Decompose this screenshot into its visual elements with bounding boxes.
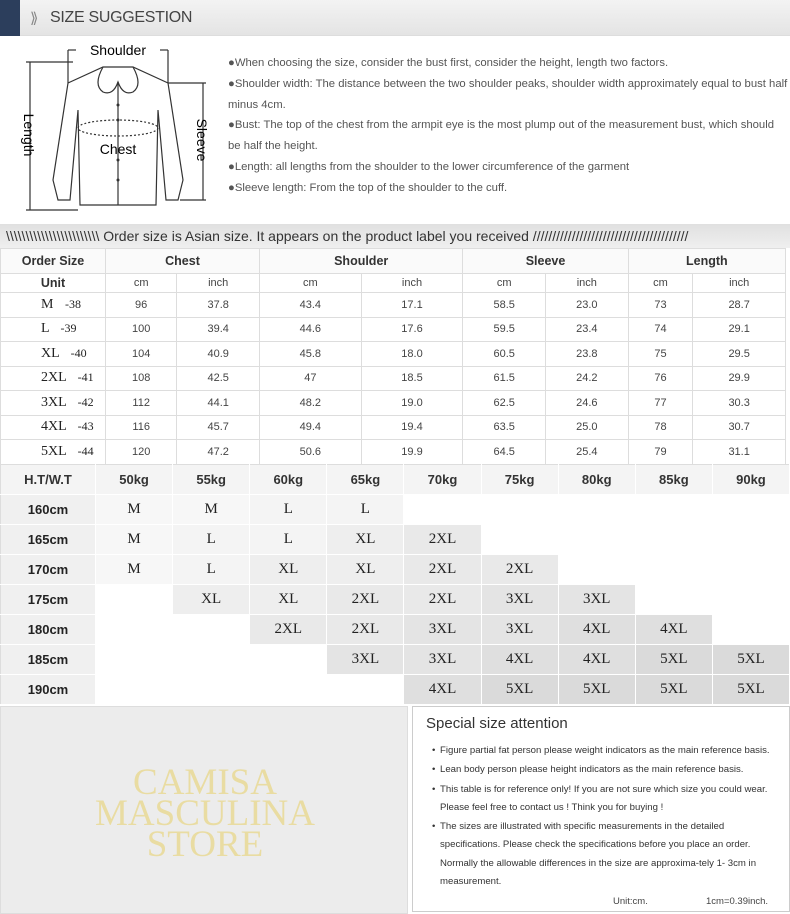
value-cell: 73 <box>628 293 693 318</box>
size-cell: 2XL <box>481 555 558 585</box>
size-cell: L <box>327 495 404 525</box>
size-cell: L <box>250 525 327 555</box>
value-cell: 60.5 <box>463 342 546 367</box>
size-cell: XL <box>327 555 404 585</box>
col-header: Length <box>628 249 785 274</box>
corner-header: H.T/W.T <box>1 465 96 495</box>
size-cell <box>96 615 173 645</box>
size-cell: M <box>173 495 250 525</box>
value-cell: 29.1 <box>693 317 786 342</box>
size-cell <box>1 440 106 465</box>
unit-cm: cm <box>628 274 693 293</box>
special-size-attention <box>412 706 790 912</box>
size-cell <box>635 495 712 525</box>
table-row <box>1 366 786 391</box>
value-cell: 42.5 <box>177 366 260 391</box>
height-header: 160cm <box>1 495 96 525</box>
size-cell <box>712 615 789 645</box>
size-cell <box>712 585 789 615</box>
value-cell: 116 <box>106 415 177 440</box>
value-cell: 44.6 <box>260 317 362 342</box>
value-cell: 112 <box>106 391 177 416</box>
unit-cm: cm <box>106 274 177 293</box>
value-cell: 28.7 <box>693 293 786 318</box>
size-cell <box>250 645 327 675</box>
sleeve-label: Sleeve <box>194 118 210 162</box>
size-cell: 4XL <box>635 615 712 645</box>
value-cell: 31.1 <box>693 440 786 465</box>
value-cell: 104 <box>106 342 177 367</box>
height-header: 165cm <box>1 525 96 555</box>
value-cell: 63.5 <box>463 415 546 440</box>
size-name: L <box>41 321 50 337</box>
size-cell: 5XL <box>712 675 789 705</box>
attention-item: • Lean body person please height indicators as the main reference basis. <box>440 761 780 779</box>
size-cell <box>173 675 250 705</box>
conversion-note: 1cm=0.39inch. <box>706 896 769 907</box>
attention-item: • Figure partial fat person please weight indicators as the main reference basis. <box>440 742 780 760</box>
size-cell: 2XL <box>404 525 481 555</box>
size-cell: 2XL <box>327 615 404 645</box>
size-cell <box>558 495 635 525</box>
value-cell: 58.5 <box>463 293 546 318</box>
size-cell <box>404 495 481 525</box>
value-cell: 45.8 <box>260 342 362 367</box>
value-cell: 30.3 <box>693 391 786 416</box>
size-name: M <box>41 296 54 312</box>
section-header <box>0 0 790 36</box>
value-cell: 108 <box>106 366 177 391</box>
size-cell: M <box>96 495 173 525</box>
size-cell <box>1 342 106 367</box>
value-cell: 100 <box>106 317 177 342</box>
size-cell <box>635 585 712 615</box>
table-row <box>1 615 790 645</box>
asian-size: -40 <box>70 345 87 360</box>
size-cell: 3XL <box>404 645 481 675</box>
size-cell <box>481 495 558 525</box>
unit-inch: inch <box>361 274 463 293</box>
size-cell <box>173 615 250 645</box>
size-name: 5XL <box>41 443 67 459</box>
unit-cm: cm <box>463 274 546 293</box>
unit-label: Unit <box>1 274 106 293</box>
unit-inch: inch <box>177 274 260 293</box>
size-cell: XL <box>250 555 327 585</box>
table-row <box>1 391 786 416</box>
weight-header: 60kg <box>250 465 327 495</box>
size-cell: 5XL <box>558 675 635 705</box>
value-cell: 61.5 <box>463 366 546 391</box>
height-header: 180cm <box>1 615 96 645</box>
size-cell: 3XL <box>327 645 404 675</box>
size-cell: XL <box>250 585 327 615</box>
size-cell <box>712 495 789 525</box>
value-cell: 120 <box>106 440 177 465</box>
col-header: Sleeve <box>463 249 628 274</box>
tip: ●Bust: The top of the chest from the armpit eye is the most plump out of the measurement bust, which should be half the height. <box>228 119 775 153</box>
size-cell: 5XL <box>635 645 712 675</box>
shirt-measurement-diagram <box>18 40 218 215</box>
unit-inch: inch <box>546 274 629 293</box>
table-row <box>1 440 786 465</box>
store-watermark-panel <box>0 706 408 914</box>
height-weight-table <box>0 464 790 705</box>
table-row <box>1 415 786 440</box>
size-cell: 5XL <box>635 675 712 705</box>
tip: ●Length: all lengths from the shoulder to the lower circumference of the garment <box>228 160 630 173</box>
size-cell <box>250 675 327 705</box>
value-cell: 48.2 <box>260 391 362 416</box>
tip: ●When choosing the size, consider the bust first, consider the height, length two factors. <box>228 57 669 69</box>
size-cell <box>173 645 250 675</box>
value-cell: 43.4 <box>260 293 362 318</box>
weight-header: 75kg <box>481 465 558 495</box>
tip: ●Shoulder width: The distance between the two shoulder peaks, shoulder width approximately equal to bust half minus 4cm. <box>228 77 788 111</box>
size-cell <box>558 525 635 555</box>
tip: ●Sleeve length: From the top of the shoulder to the cuff. <box>228 181 508 194</box>
value-cell: 74 <box>628 317 693 342</box>
asian-size: -42 <box>77 394 94 409</box>
size-cell <box>327 675 404 705</box>
attention-title: Special size attention <box>426 715 568 732</box>
value-cell: 29.5 <box>693 342 786 367</box>
size-cell: 3XL <box>481 615 558 645</box>
value-cell: 47 <box>260 366 362 391</box>
value-cell: 23.8 <box>546 342 629 367</box>
value-cell: 49.4 <box>260 415 362 440</box>
col-header: Shoulder <box>260 249 463 274</box>
value-cell: 64.5 <box>463 440 546 465</box>
section-title: SIZE SUGGESTION <box>50 9 193 26</box>
size-tips <box>228 53 788 199</box>
table-row <box>1 555 790 585</box>
value-cell: 96 <box>106 293 177 318</box>
value-cell: 24.6 <box>546 391 629 416</box>
size-cell: 2XL <box>404 585 481 615</box>
value-cell: 24.2 <box>546 366 629 391</box>
value-cell: 76 <box>628 366 693 391</box>
size-cell <box>481 525 558 555</box>
size-cell <box>1 293 106 318</box>
value-cell: 19.9 <box>361 440 463 465</box>
size-cell: 5XL <box>481 675 558 705</box>
size-cell <box>712 525 789 555</box>
size-cell: L <box>173 525 250 555</box>
size-cell <box>1 366 106 391</box>
table-row <box>1 317 786 342</box>
size-cell: L <box>250 495 327 525</box>
table-row <box>1 293 786 318</box>
value-cell: 30.7 <box>693 415 786 440</box>
header-accent <box>0 0 20 36</box>
value-cell: 17.1 <box>361 293 463 318</box>
table-row <box>1 525 790 555</box>
size-cell <box>1 391 106 416</box>
size-cell <box>712 555 789 585</box>
value-cell: 78 <box>628 415 693 440</box>
unit-cm: cm <box>260 274 362 293</box>
size-cell: 4XL <box>558 645 635 675</box>
size-cell <box>558 555 635 585</box>
value-cell: 47.2 <box>177 440 260 465</box>
col-header: Order Size <box>1 249 106 274</box>
shoulder-label: Shoulder <box>89 42 147 58</box>
value-cell: 19.4 <box>361 415 463 440</box>
size-cell: 2XL <box>404 555 481 585</box>
value-cell: 25.0 <box>546 415 629 440</box>
asian-size: -44 <box>77 443 94 458</box>
weight-header: 65kg <box>327 465 404 495</box>
attention-item: • The sizes are illustrated with specific measurements in the detailed specifications. Please check the specifications before you place an order. Normally the allowable differences in the size are approxima-tely 1- 3cm in measurement. <box>440 818 780 891</box>
value-cell: 17.6 <box>361 317 463 342</box>
value-cell: 39.4 <box>177 317 260 342</box>
value-cell: 59.5 <box>463 317 546 342</box>
size-cell <box>1 415 106 440</box>
size-cell: M <box>96 555 173 585</box>
asian-size: -38 <box>64 296 81 311</box>
col-header: Chest <box>106 249 260 274</box>
weight-header: 70kg <box>404 465 481 495</box>
value-cell: 77 <box>628 391 693 416</box>
size-cell: XL <box>327 525 404 555</box>
size-name: XL <box>41 345 60 361</box>
asian-size: -39 <box>60 321 77 336</box>
size-cell: 3XL <box>481 585 558 615</box>
value-cell: 40.9 <box>177 342 260 367</box>
value-cell: 79 <box>628 440 693 465</box>
value-cell: 18.5 <box>361 366 463 391</box>
weight-header: 80kg <box>558 465 635 495</box>
value-cell: 37.8 <box>177 293 260 318</box>
size-cell: 3XL <box>404 615 481 645</box>
value-cell: 25.4 <box>546 440 629 465</box>
double-chevron-icon: ⟫ <box>30 10 39 27</box>
chest-label: Chest <box>99 141 137 157</box>
asian-size: -41 <box>77 370 94 385</box>
value-cell: 45.7 <box>177 415 260 440</box>
weight-header: 85kg <box>635 465 712 495</box>
size-cell: M <box>96 525 173 555</box>
size-name: 3XL <box>41 394 67 410</box>
length-label: Length <box>21 113 37 157</box>
table-row <box>1 342 786 367</box>
size-cell <box>96 645 173 675</box>
unit-note: Unit:cm. <box>613 896 648 907</box>
size-cell: 2XL <box>250 615 327 645</box>
size-name: 4XL <box>41 419 67 435</box>
size-name: 2XL <box>41 370 67 386</box>
size-cell: 4XL <box>404 675 481 705</box>
table-row <box>1 585 790 615</box>
value-cell: 62.5 <box>463 391 546 416</box>
table-row <box>1 675 790 705</box>
table-row <box>1 495 790 525</box>
measurement-table <box>0 248 786 465</box>
size-cell <box>1 317 106 342</box>
size-cell: L <box>173 555 250 585</box>
asian-size: -43 <box>77 419 94 434</box>
value-cell: 29.9 <box>693 366 786 391</box>
value-cell: 23.0 <box>546 293 629 318</box>
size-cell <box>635 525 712 555</box>
size-cell <box>96 675 173 705</box>
weight-header: 90kg <box>712 465 789 495</box>
size-cell <box>635 555 712 585</box>
weight-header: 55kg <box>173 465 250 495</box>
value-cell: 44.1 <box>177 391 260 416</box>
size-cell: 5XL <box>712 645 789 675</box>
height-header: 190cm <box>1 675 96 705</box>
attention-item: • This table is for reference only! If you are not sure which size you could wear. Please feel free to contact us ! Think you for buying ! <box>440 781 780 818</box>
height-header: 175cm <box>1 585 96 615</box>
height-header: 185cm <box>1 645 96 675</box>
value-cell: 50.6 <box>260 440 362 465</box>
weight-header: 50kg <box>96 465 173 495</box>
size-cell: XL <box>173 585 250 615</box>
size-cell: 3XL <box>558 585 635 615</box>
size-cell: 2XL <box>327 585 404 615</box>
size-cell: 4XL <box>558 615 635 645</box>
value-cell: 75 <box>628 342 693 367</box>
value-cell: 23.4 <box>546 317 629 342</box>
table-row <box>1 645 790 675</box>
value-cell: 18.0 <box>361 342 463 367</box>
value-cell: 19.0 <box>361 391 463 416</box>
size-cell: 4XL <box>481 645 558 675</box>
store-watermark: CAMISA MASCULINA STORE <box>95 762 315 865</box>
height-header: 170cm <box>1 555 96 585</box>
asian-size-banner: \\\\\\\\\\\\\\\\\\\\\\\\ Order size is Asian size. It appears on the product label you received //////////////////////////////////////// <box>0 224 790 248</box>
size-cell <box>96 585 173 615</box>
unit-inch: inch <box>693 274 786 293</box>
